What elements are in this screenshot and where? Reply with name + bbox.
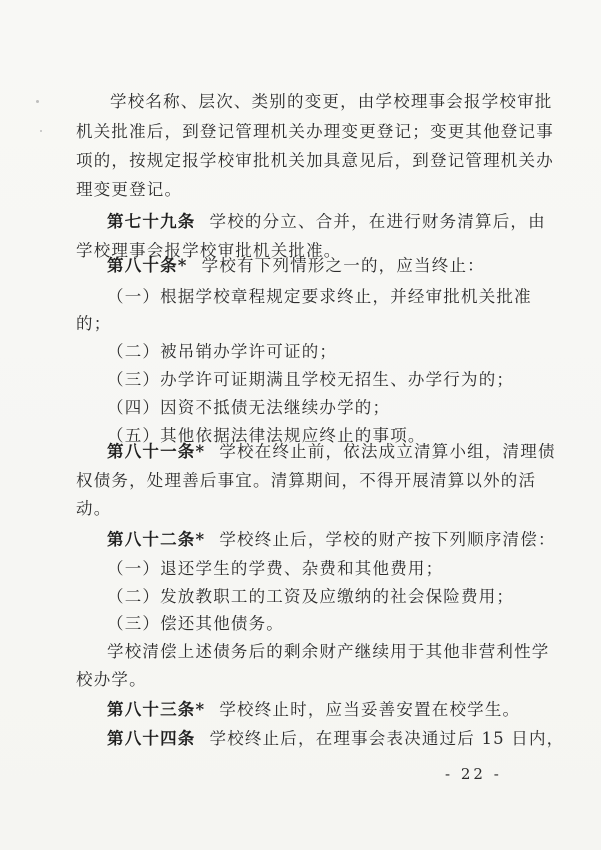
paragraph-line: 理变更登记。 — [76, 180, 183, 199]
article-line — [107, 253, 485, 279]
article-line — [107, 439, 556, 465]
list-item: （二）被吊销办学许可证的； — [107, 342, 338, 361]
list-item: （四）因资不抵债无法继续办学的； — [107, 398, 391, 417]
article-text: 学校终止后，学校的财产按下列顺序清偿： — [219, 530, 556, 549]
scan-speck — [40, 130, 42, 132]
paragraph-line: 学校名称、层次、类别的变更，由学校理事会报学校审批 — [110, 92, 553, 111]
list-item: （二）发放教职工的工资及应缴纳的社会保险费用； — [107, 587, 515, 606]
article-heading: 第八十一条* — [107, 442, 206, 461]
list-item: （三）偿还其他债务。 — [107, 614, 284, 633]
article-heading: 第八十三条* — [107, 700, 206, 719]
paragraph-line: 校办学。 — [76, 670, 147, 689]
list-item: （三）办学许可证期满且学校无招生、办学行为的； — [107, 370, 515, 389]
article-text: 学校的分立、合并，在进行财务清算后，由 — [209, 212, 546, 231]
article-heading: 第七十九条 — [107, 212, 196, 231]
article-line — [107, 726, 564, 752]
article-heading: 第八十条* — [107, 256, 188, 275]
article-text: 学校终止后，在理事会表决通过后 15 日内， — [209, 729, 565, 748]
list-item: （一）根据学校章程规定要求终止，并经审批机关批准 — [107, 287, 532, 306]
paragraph-line: 项的，按规定报学校审批机关加具意见后，到登记管理机关办 — [76, 151, 554, 170]
article-text: 学校有下列情形之一的，应当终止： — [201, 256, 485, 275]
paragraph-line: 机关批准后，到登记管理机关办理变更登记；变更其他登记事 — [76, 122, 554, 141]
paragraph-line: 权债务，处理善后事宜。清算期间，不得开展清算以外的活 — [76, 471, 537, 490]
list-item: （一）退还学生的学费、杂费和其他费用； — [107, 559, 444, 578]
scan-speck — [36, 100, 39, 103]
article-line — [107, 209, 546, 235]
paragraph-line: 学校理事会报学校审批机关批准。 — [76, 241, 342, 260]
paragraph-line: 的； — [76, 314, 112, 333]
article-heading: 第八十四条 — [107, 729, 196, 748]
article-line — [107, 697, 520, 723]
page-number: - 22 - — [445, 765, 502, 783]
article-line — [107, 527, 556, 553]
article-heading: 第八十二条* — [107, 530, 206, 549]
paragraph-line: 学校清偿上述债务后的剩余财产继续用于其他非营利性学 — [107, 642, 550, 661]
list-item: （五）其他依据法律法规应终止的事项。 — [107, 426, 426, 445]
article-text: 学校在终止前，依法成立清算小组，清理债 — [219, 442, 556, 461]
article-text: 学校终止时，应当妥善安置在校学生。 — [219, 700, 521, 719]
paragraph-line: 动。 — [76, 499, 112, 518]
